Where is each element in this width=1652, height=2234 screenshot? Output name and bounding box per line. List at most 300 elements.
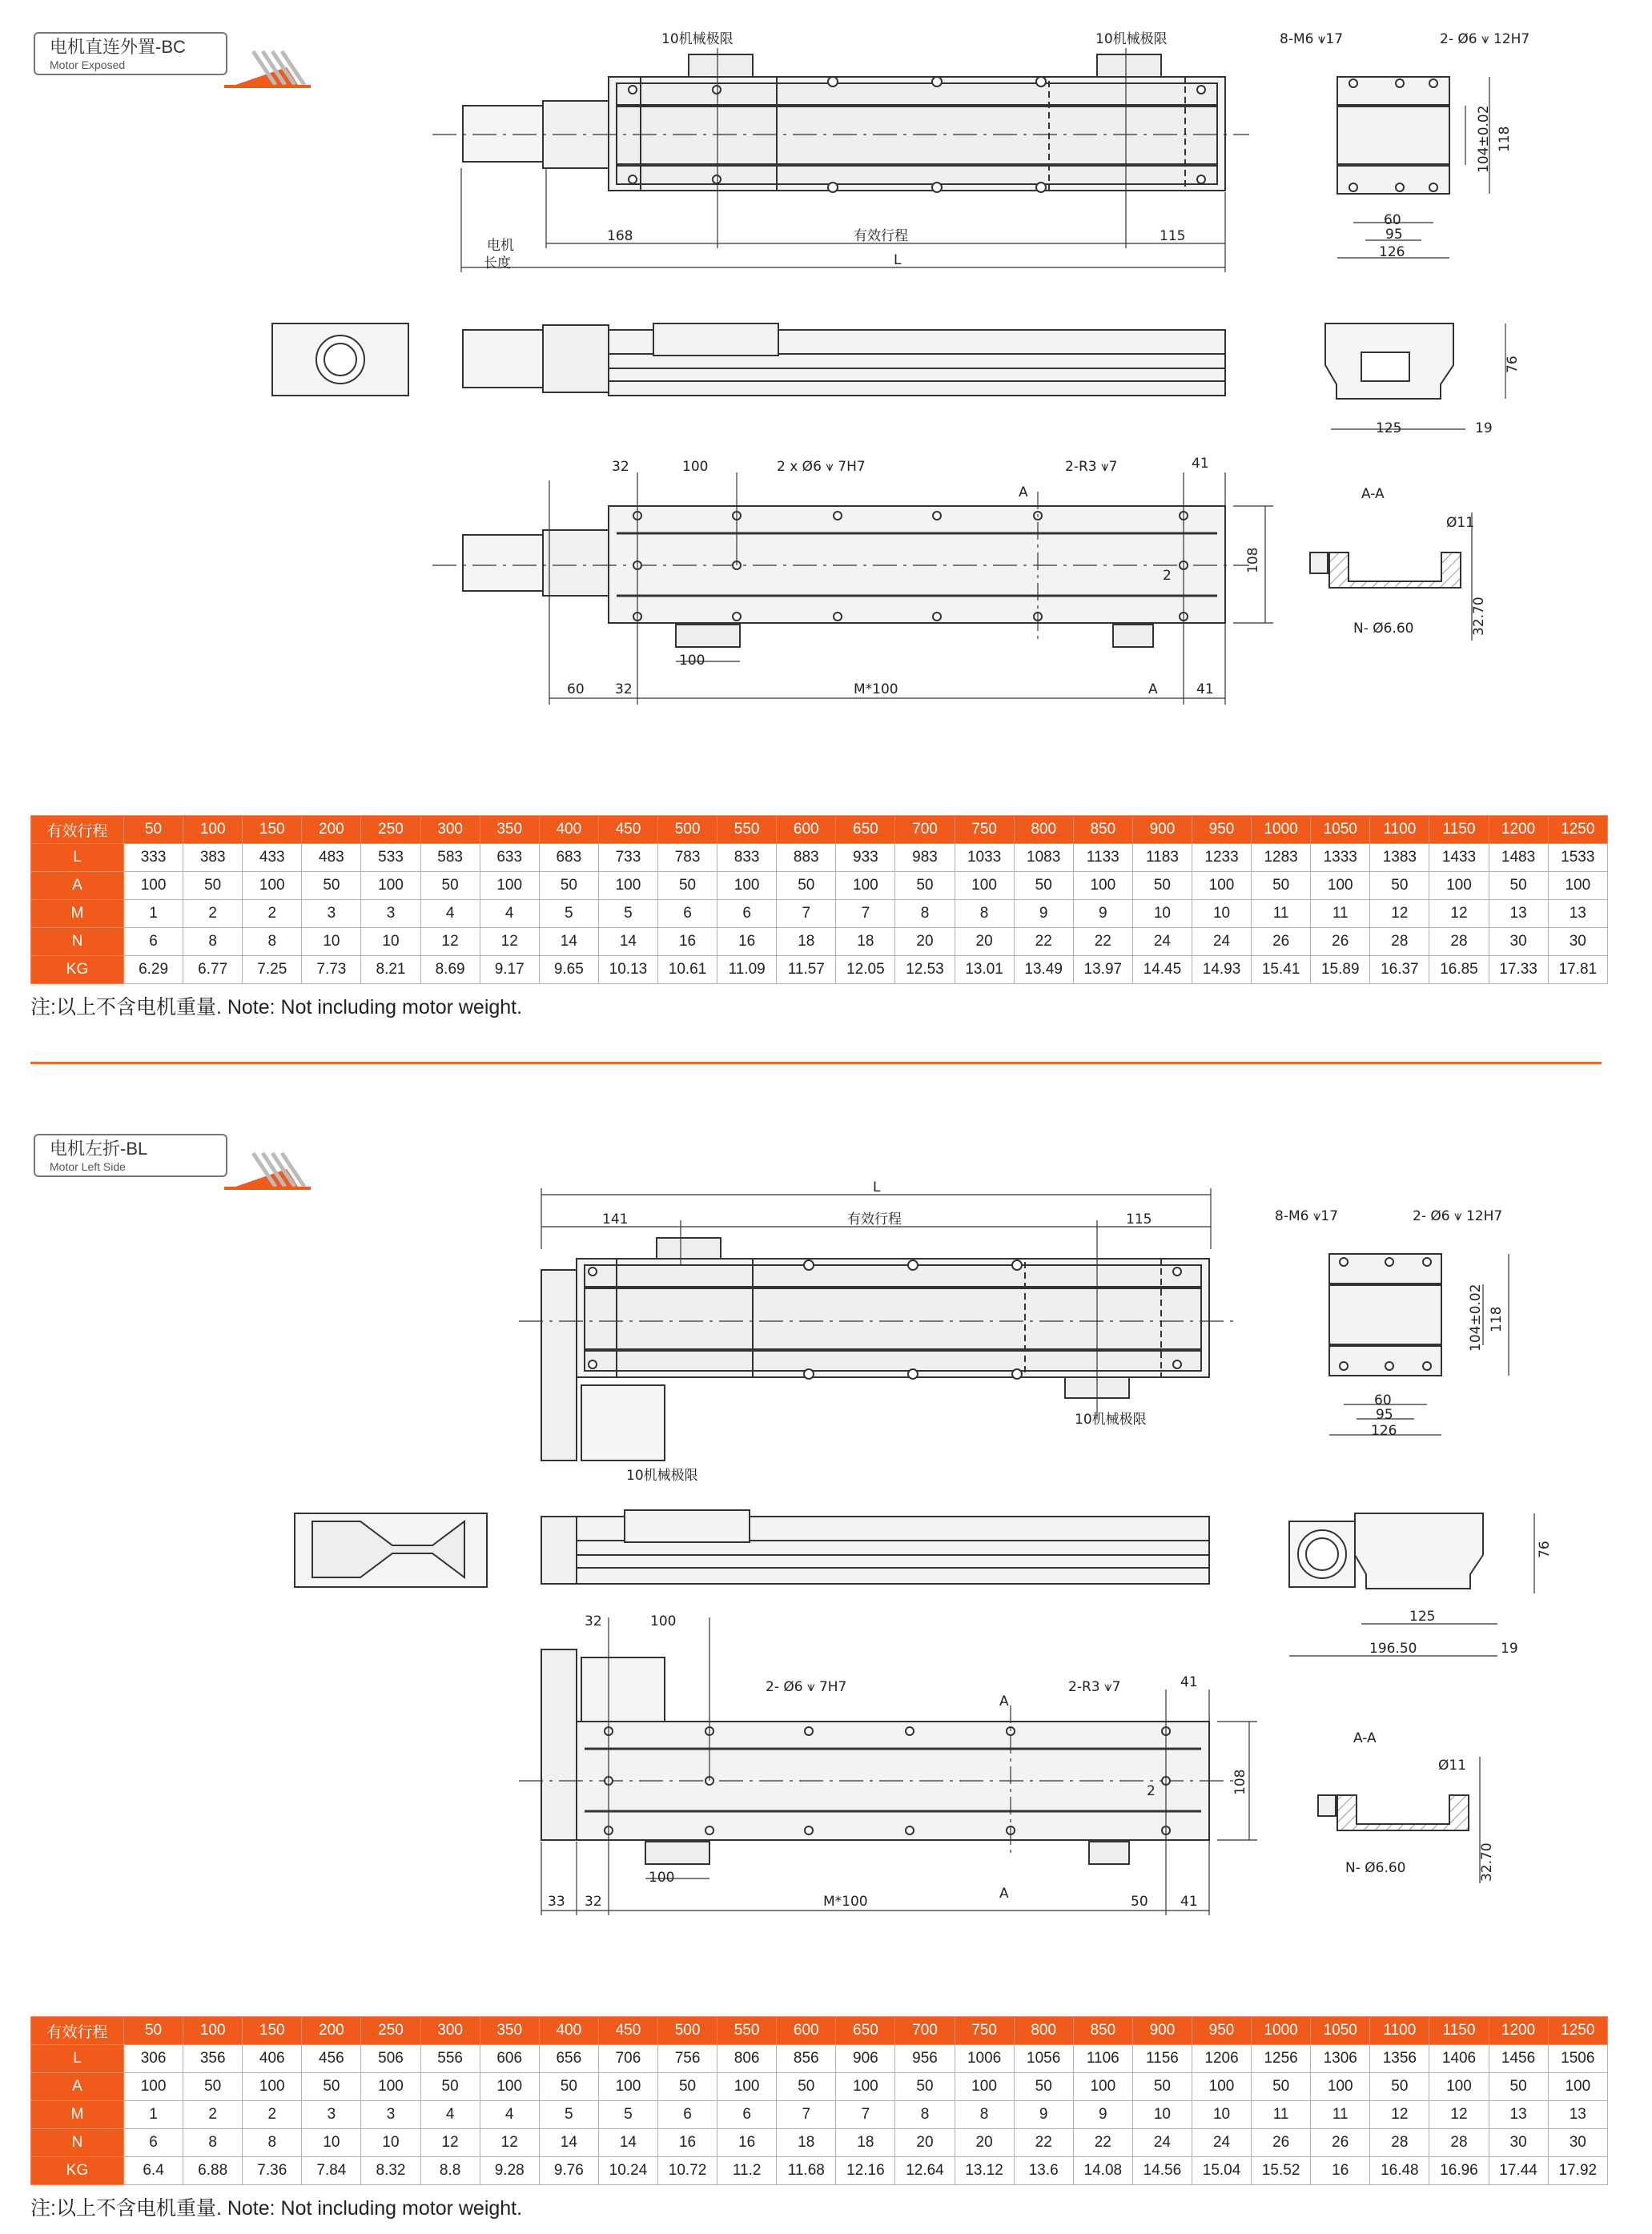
stroke-header: 550: [717, 816, 777, 844]
table-cell: 10: [361, 928, 420, 956]
table-cell: 50: [420, 872, 480, 900]
table-cell: 100: [1429, 2073, 1489, 2101]
label-aa-n: N- Ø6.60: [1353, 621, 1414, 637]
table-cell: 1: [124, 900, 183, 928]
table-cell: 11.57: [777, 956, 836, 984]
stroke-header: 150: [243, 2017, 302, 2045]
table-cell: 26: [1311, 928, 1370, 956]
table-cell: 28: [1370, 2129, 1429, 2157]
stroke-header: 200: [302, 2017, 361, 2045]
table-cell: 50: [539, 872, 598, 900]
table-cell: 10: [302, 2129, 361, 2157]
table-cell: 4: [420, 2101, 480, 2129]
label-125: 125: [1376, 420, 1402, 436]
stroke-header: 1100: [1370, 2017, 1429, 2045]
table-cell: 17.92: [1548, 2157, 1607, 2185]
table-row: [31, 2129, 1608, 2157]
label-8m6: 8-M6 ⩛17: [1275, 1208, 1339, 1224]
table-cell: 22: [1073, 928, 1132, 956]
stroke-header: 750: [955, 816, 1014, 844]
table-cell: 100: [124, 872, 183, 900]
table-cell: 15.89: [1311, 956, 1370, 984]
table-cell: 1006: [955, 2045, 1014, 2073]
note-bl: 注:以上不含电机重量. Note: Not including motor weight.: [30, 2197, 523, 2220]
stroke-header: 900: [1132, 2017, 1192, 2045]
table-cell: 7: [777, 900, 836, 928]
label-limit-left: 10机械极限: [626, 1468, 698, 1484]
table-cell: 50: [1132, 2073, 1192, 2101]
row-label: KG: [31, 956, 124, 984]
table-cell: 9.76: [539, 2157, 598, 2185]
table-cell: 1333: [1311, 844, 1370, 872]
label-104: 104±0.02: [1476, 105, 1492, 173]
row-label: M: [31, 900, 124, 928]
label-aa-n: N- Ø6.60: [1345, 1860, 1406, 1876]
table-cell: 383: [183, 844, 243, 872]
table-cell: 2: [243, 2101, 302, 2129]
table-cell: 3: [361, 900, 420, 928]
table-cell: 50: [1252, 2073, 1311, 2101]
table-cell: 12: [420, 2129, 480, 2157]
table-cell: 806: [717, 2045, 777, 2073]
table-cell: 50: [183, 872, 243, 900]
table-cell: 1233: [1192, 844, 1251, 872]
table-cell: 1133: [1073, 844, 1132, 872]
table-cell: 16.48: [1370, 2157, 1429, 2185]
stroke-header: 100: [183, 816, 243, 844]
table-cell: 2: [183, 900, 243, 928]
table-cell: 8.8: [420, 2157, 480, 2185]
table-cell: 14.93: [1192, 956, 1251, 984]
section-title-en: Motor Exposed: [50, 58, 126, 71]
label-L: L: [873, 1179, 881, 1195]
table-cell: 100: [480, 2073, 539, 2101]
end-view-top-bl: [1329, 1254, 1441, 1376]
spec-table-bl: [30, 2016, 1608, 2185]
label-bot-41b: 41: [1196, 681, 1214, 697]
table-cell: 7.84: [302, 2157, 361, 2185]
table-cell: 333: [124, 844, 183, 872]
table-cell: 856: [777, 2045, 836, 2073]
table-cell: 12: [1370, 2101, 1429, 2129]
table-cell: 16: [717, 928, 777, 956]
label-bot-108: 108: [1232, 1769, 1248, 1795]
table-cell: 9.28: [480, 2157, 539, 2185]
stroke-header: 450: [598, 816, 657, 844]
table-cell: 1056: [1014, 2045, 1073, 2073]
row-label: M: [31, 2101, 124, 2129]
table-cell: 8: [183, 928, 243, 956]
table-cell: 12.64: [895, 2157, 955, 2185]
label-aa-11: Ø11: [1438, 1758, 1467, 1774]
table-cell: 100: [717, 872, 777, 900]
table-cell: 50: [302, 2073, 361, 2101]
table-cell: 100: [1429, 872, 1489, 900]
table-cell: 12.05: [836, 956, 895, 984]
table-head-label: 有效行程: [31, 816, 124, 844]
stroke-header: 450: [598, 2017, 657, 2045]
table-cell: 100: [836, 872, 895, 900]
table-cell: 20: [895, 928, 955, 956]
table-cell: 756: [657, 2045, 717, 2073]
table-cell: 406: [243, 2045, 302, 2073]
label-bot-32: 32: [585, 1613, 602, 1629]
table-cell: 6: [717, 2101, 777, 2129]
table-cell: 16.85: [1429, 956, 1489, 984]
label-19: 19: [1501, 1641, 1518, 1657]
table-cell: 6: [657, 2101, 717, 2129]
table-cell: 13: [1489, 2101, 1548, 2129]
table-cell: 1156: [1132, 2045, 1192, 2073]
table-cell: 9.65: [539, 956, 598, 984]
table-cell: 13: [1548, 900, 1607, 928]
table-cell: 13.12: [955, 2157, 1014, 2185]
table-cell: 483: [302, 844, 361, 872]
table-cell: 4: [420, 900, 480, 928]
table-cell: 13.01: [955, 956, 1014, 984]
table-cell: 16.96: [1429, 2157, 1489, 2185]
table-cell: 22: [1014, 2129, 1073, 2157]
table-cell: 17.81: [1548, 956, 1607, 984]
stroke-header: 1200: [1489, 816, 1548, 844]
table-cell: 10: [302, 928, 361, 956]
table-row: [31, 2157, 1608, 2185]
table-cell: 18: [777, 928, 836, 956]
label-bot-A2: A: [1148, 681, 1158, 697]
stroke-header: 400: [539, 2017, 598, 2045]
table-cell: 1483: [1489, 844, 1548, 872]
label-126: 126: [1379, 244, 1405, 260]
stroke-header: 1100: [1370, 816, 1429, 844]
table-cell: 50: [895, 2073, 955, 2101]
table-cell: 833: [717, 844, 777, 872]
table-cell: 24: [1192, 2129, 1251, 2157]
table-cell: 456: [302, 2045, 361, 2073]
table-cell: 3: [302, 900, 361, 928]
table-cell: 13.97: [1073, 956, 1132, 984]
table-cell: 20: [955, 928, 1014, 956]
table-cell: 1383: [1370, 844, 1429, 872]
table-cell: 15.41: [1252, 956, 1311, 984]
label-2phi6: 2- Ø6 ⩛ 12H7: [1440, 31, 1530, 47]
table-cell: 50: [657, 2073, 717, 2101]
label-118: 118: [1497, 126, 1513, 152]
table-cell: 14: [539, 2129, 598, 2157]
table-cell: 50: [777, 872, 836, 900]
stroke-header: 100: [183, 2017, 243, 2045]
table-cell: 20: [955, 2129, 1014, 2157]
table-cell: 28: [1429, 2129, 1489, 2157]
label-bot-2phi6: 2- Ø6 ⩛ 7H7: [766, 1679, 847, 1695]
table-cell: 1033: [955, 844, 1014, 872]
table-cell: 50: [1370, 872, 1429, 900]
table-cell: 13: [1548, 2101, 1607, 2129]
stroke-header: 250: [361, 2017, 420, 2045]
table-cell: 356: [183, 2045, 243, 2073]
label-bot-41: 41: [1180, 1674, 1198, 1690]
table-cell: 100: [1548, 872, 1607, 900]
stroke-header: 1250: [1548, 2017, 1607, 2045]
table-cell: 26: [1252, 2129, 1311, 2157]
table-cell: 13.6: [1014, 2157, 1073, 2185]
table-cell: 100: [361, 872, 420, 900]
table-cell: 50: [420, 2073, 480, 2101]
label-bot-100: 100: [682, 459, 709, 475]
label-stroke: 有效行程: [854, 228, 908, 244]
table-cell: 5: [539, 2101, 598, 2129]
table-cell: 10.72: [657, 2157, 717, 2185]
table-cell: 1183: [1132, 844, 1192, 872]
stroke-header: 850: [1073, 2017, 1132, 2045]
table-cell: 6.4: [124, 2157, 183, 2185]
label-bot-A: A: [1019, 484, 1028, 500]
label-76: 76: [1537, 1541, 1553, 1558]
table-cell: 1533: [1548, 844, 1607, 872]
table-cell: 22: [1073, 2129, 1132, 2157]
table-row: [31, 2073, 1608, 2101]
table-cell: 50: [777, 2073, 836, 2101]
table-cell: 506: [361, 2045, 420, 2073]
table-cell: 706: [598, 2045, 657, 2073]
table-cell: 11.09: [717, 956, 777, 984]
table-cell: 5: [539, 900, 598, 928]
table-cell: 12: [420, 928, 480, 956]
table-cell: 6: [124, 2129, 183, 2157]
table-cell: 18: [836, 2129, 895, 2157]
stroke-header: 1050: [1311, 2017, 1370, 2045]
label-60: 60: [1384, 212, 1401, 228]
table-cell: 50: [1014, 872, 1073, 900]
label-126: 126: [1371, 1423, 1397, 1439]
stroke-header: 1050: [1311, 816, 1370, 844]
table-cell: 24: [1192, 928, 1251, 956]
table-cell: 17.44: [1489, 2157, 1548, 2185]
table-cell: 7: [836, 900, 895, 928]
table-cell: 12: [1429, 2101, 1489, 2129]
table-cell: 8: [243, 2129, 302, 2157]
stroke-header: 700: [895, 816, 955, 844]
label-bot-A2: A: [999, 1886, 1009, 1902]
label-19650: 196.50: [1369, 1641, 1417, 1657]
label-115: 115: [1126, 1211, 1152, 1227]
table-cell: 30: [1548, 928, 1607, 956]
table-cell: 14.45: [1132, 956, 1192, 984]
table-cell: 683: [539, 844, 598, 872]
stroke-header: 800: [1014, 2017, 1073, 2045]
table-cell: 8.32: [361, 2157, 420, 2185]
table-cell: 100: [1311, 872, 1370, 900]
table-cell: 7: [777, 2101, 836, 2129]
table-cell: 17.33: [1489, 956, 1548, 984]
table-cell: 16: [657, 2129, 717, 2157]
label-motor-len-2: 长度: [484, 255, 511, 271]
table-cell: 100: [1073, 2073, 1132, 2101]
table-cell: 11: [1311, 900, 1370, 928]
table-cell: 1306: [1311, 2045, 1370, 2073]
label-limit-left: 10机械极限: [661, 31, 734, 47]
table-cell: 30: [1548, 2129, 1607, 2157]
stroke-header: 550: [717, 2017, 777, 2045]
table-cell: 10: [1192, 900, 1251, 928]
table-cell: 8.69: [420, 956, 480, 984]
table-cell: 9: [1014, 2101, 1073, 2129]
table-cell: 15.52: [1252, 2157, 1311, 2185]
table-cell: 7: [836, 2101, 895, 2129]
label-bot-M100: M*100: [854, 681, 898, 697]
row-label: KG: [31, 2157, 124, 2185]
table-cell: 14.08: [1073, 2157, 1132, 2185]
stroke-header: 300: [420, 2017, 480, 2045]
label-bot-41b: 41: [1180, 1894, 1198, 1910]
table-cell: 6.88: [183, 2157, 243, 2185]
table-cell: 50: [1132, 872, 1192, 900]
table-cell: 13: [1489, 900, 1548, 928]
table-cell: 13.49: [1014, 956, 1073, 984]
table-cell: 8: [955, 900, 1014, 928]
table-cell: 24: [1132, 2129, 1192, 2157]
table-cell: 100: [361, 2073, 420, 2101]
table-cell: 24: [1132, 928, 1192, 956]
table-cell: 12.53: [895, 956, 955, 984]
table-head-label: 有效行程: [31, 2017, 124, 2045]
table-cell: 28: [1429, 928, 1489, 956]
table-cell: 8: [955, 2101, 1014, 2129]
label-bot-60: 60: [567, 681, 585, 697]
label-bot-2: 2: [1163, 568, 1172, 584]
table-cell: 6: [124, 928, 183, 956]
table-cell: 9.17: [480, 956, 539, 984]
table-cell: 556: [420, 2045, 480, 2073]
table-cell: 8: [243, 928, 302, 956]
section-title-cn: 电机直连外置-BC: [50, 37, 186, 57]
stroke-header: 50: [124, 816, 183, 844]
table-cell: 100: [717, 2073, 777, 2101]
table-cell: 733: [598, 844, 657, 872]
table-cell: 100: [124, 2073, 183, 2101]
label-limit-right: 10机械极限: [1095, 31, 1168, 47]
table-cell: 30: [1489, 2129, 1548, 2157]
table-cell: 10.24: [598, 2157, 657, 2185]
table-cell: 18: [836, 928, 895, 956]
table-cell: 9: [1073, 2101, 1132, 2129]
table-cell: 11: [1311, 2101, 1370, 2129]
stroke-header: 1150: [1429, 2017, 1489, 2045]
table-cell: 10: [1192, 2101, 1251, 2129]
table-cell: 12: [1370, 900, 1429, 928]
table-cell: 14: [539, 928, 598, 956]
table-cell: 100: [1311, 2073, 1370, 2101]
label-bot-32b: 32: [585, 1894, 602, 1910]
label-limit-right: 10机械极限: [1075, 1412, 1147, 1428]
table-cell: 1256: [1252, 2045, 1311, 2073]
stroke-header: 300: [420, 816, 480, 844]
table-cell: 12: [1429, 900, 1489, 928]
table-cell: 16: [657, 928, 717, 956]
table-cell: 606: [480, 2045, 539, 2073]
table-cell: 10: [361, 2129, 420, 2157]
row-label: N: [31, 928, 124, 956]
row-label: L: [31, 844, 124, 872]
stroke-header: 150: [243, 816, 302, 844]
label-bot-2r3: 2-R3 ⩛7: [1068, 1679, 1121, 1695]
label-2phi6: 2- Ø6 ⩛ 12H7: [1413, 1208, 1503, 1224]
table-cell: 30: [1489, 928, 1548, 956]
label-bot-108: 108: [1245, 547, 1261, 573]
row-label: A: [31, 2073, 124, 2101]
label-bot-100b: 100: [649, 1870, 675, 1886]
table-cell: 533: [361, 844, 420, 872]
table-cell: 633: [480, 844, 539, 872]
table-cell: 956: [895, 2045, 955, 2073]
table-cell: 12: [480, 2129, 539, 2157]
table-cell: 26: [1252, 928, 1311, 956]
table-cell: 2: [243, 900, 302, 928]
stroke-header: 50: [124, 2017, 183, 2045]
label-stroke: 有效行程: [847, 1211, 902, 1227]
stroke-header: 1250: [1548, 816, 1607, 844]
table-cell: 100: [955, 2073, 1014, 2101]
stroke-header: 850: [1073, 816, 1132, 844]
stroke-header: 900: [1132, 816, 1192, 844]
table-cell: 933: [836, 844, 895, 872]
table-cell: 656: [539, 2045, 598, 2073]
table-cell: 16: [717, 2129, 777, 2157]
label-95: 95: [1385, 227, 1403, 243]
aa-section-bl: [1337, 1795, 1469, 1830]
label-aa-3270: 32.70: [1479, 1842, 1495, 1882]
table-cell: 8.21: [361, 956, 420, 984]
table-cell: 22: [1014, 928, 1073, 956]
table-cell: 6.29: [124, 956, 183, 984]
table-cell: 1506: [1548, 2045, 1607, 2073]
stroke-header: 750: [955, 2017, 1014, 2045]
table-cell: 50: [1252, 872, 1311, 900]
table-cell: 1356: [1370, 2045, 1429, 2073]
stroke-header: 500: [657, 816, 717, 844]
table-cell: 1283: [1252, 844, 1311, 872]
table-cell: 50: [895, 872, 955, 900]
table-cell: 50: [1489, 872, 1548, 900]
table-cell: 983: [895, 844, 955, 872]
stroke-header: 950: [1192, 2017, 1251, 2045]
table-row: [31, 2101, 1608, 2129]
table-cell: 1: [124, 2101, 183, 2129]
table-cell: 16: [1311, 2157, 1370, 2185]
table-cell: 7.25: [243, 956, 302, 984]
table-cell: 10.61: [657, 956, 717, 984]
table-cell: 11.68: [777, 2157, 836, 2185]
stroke-header: 650: [836, 816, 895, 844]
stroke-header: 1200: [1489, 2017, 1548, 2045]
table-cell: 100: [480, 872, 539, 900]
table-cell: 100: [243, 872, 302, 900]
table-cell: 50: [539, 2073, 598, 2101]
table-cell: 18: [777, 2129, 836, 2157]
stroke-header: 650: [836, 2017, 895, 2045]
stroke-header: 1000: [1252, 816, 1311, 844]
label-bot-32b: 32: [615, 681, 633, 697]
table-cell: 1106: [1073, 2045, 1132, 2073]
table-cell: 9: [1073, 900, 1132, 928]
label-141: 141: [602, 1211, 629, 1227]
table-cell: 8: [895, 900, 955, 928]
stroke-header: 350: [480, 816, 539, 844]
table-cell: 100: [243, 2073, 302, 2101]
table-cell: 306: [124, 2045, 183, 2073]
table-cell: 100: [955, 872, 1014, 900]
stroke-header: 600: [777, 2017, 836, 2045]
table-cell: 100: [836, 2073, 895, 2101]
